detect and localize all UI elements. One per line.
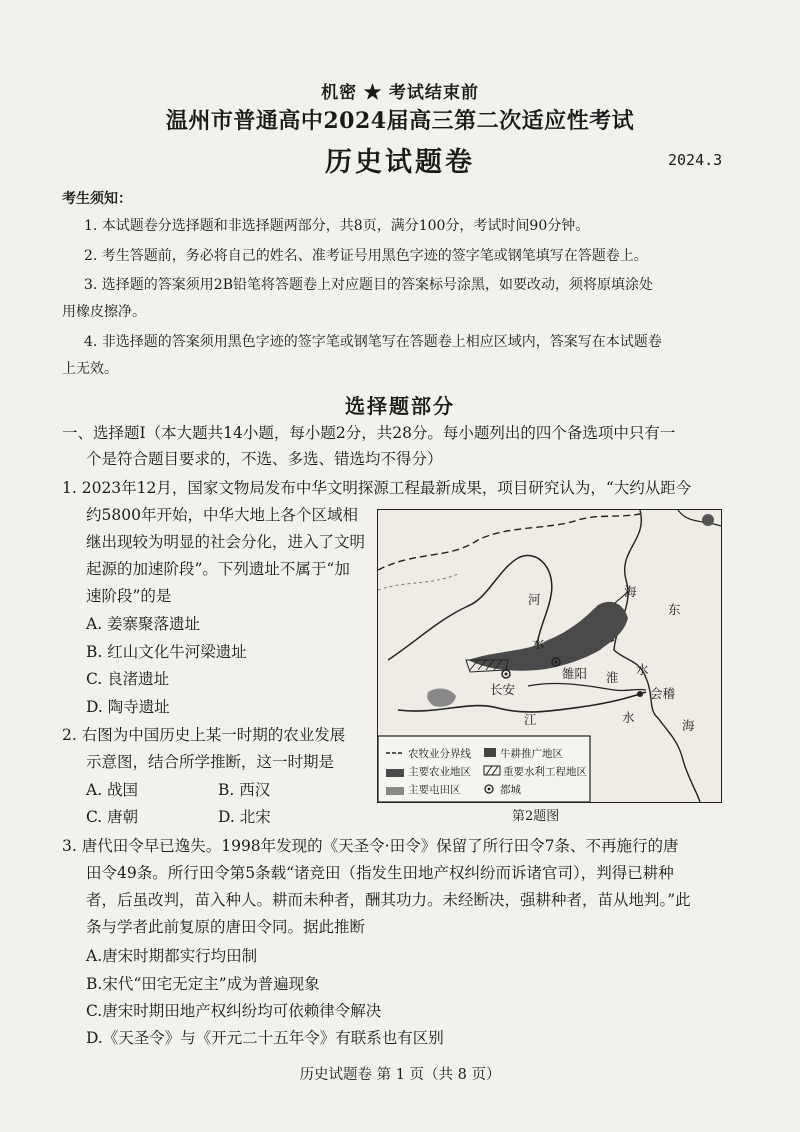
q1-stem: 1. 2023年12月，国家文物局发布中华文明探源工程最新成果，项目研究认为，“大约从距今 [62, 479, 692, 497]
map-label: 淮 [606, 670, 619, 685]
map-label: 长安 [490, 682, 516, 697]
coastline [614, 510, 700, 802]
q3-option-b[interactable]: B.宋代“田宅无定主”成为普遍现象 [86, 975, 320, 993]
legend-label: 农牧业分界线 [408, 748, 471, 760]
map-label: 水 [636, 662, 649, 677]
q1-option-c[interactable]: C. 良渚遗址 [86, 670, 170, 688]
q3-option-c[interactable]: C.唐宋时期田地产权纠纷均可依赖律令解决 [86, 1002, 382, 1020]
map-label: 河 [528, 592, 541, 607]
kuaiji-marker [637, 691, 643, 697]
map-caption: 第2题图 [512, 809, 560, 824]
q3-stem: 3. 唐代田令早已逸失。1998年发现的《天圣令·田令》保留了所行田令7条、不再施行的唐 [62, 837, 679, 855]
notice-heading: 考生须知： [62, 191, 132, 207]
map-label: 水 [622, 710, 635, 725]
legend-label: 都城 [500, 784, 521, 796]
exam-date: 2024.3 [668, 151, 723, 169]
section-title: 选择题部分 [345, 394, 455, 418]
northeast-marker [702, 514, 714, 526]
notice-item: 上无效。 [62, 361, 118, 377]
q3-option-d[interactable]: D.《天圣令》与《开元二十五年令》有联系也有区别 [86, 1029, 444, 1047]
huai-river [528, 683, 646, 690]
map-label: 江 [524, 712, 537, 727]
q1-option-a[interactable]: A. 姜寨聚落遗址 [86, 615, 201, 633]
q3-stem: 田令49条。所行田令第5条载“诸竞田（指发生田地产权纠纷而诉诸官司），判得已耕种 [86, 864, 674, 882]
q1-stem: 起源的加速阶段”。下列遗址不属于“加 [86, 560, 350, 578]
notice-item: 2. 考生答题前，务必将自己的姓名、准考证号用黑色字迹的签字笔或钢笔填写在答题卷上。 [84, 248, 648, 264]
farming-pastoral-boundary [378, 514, 640, 570]
map-label: 海 [624, 584, 637, 599]
map-label: 海 [682, 718, 695, 733]
notice-item: 用橡皮擦净。 [62, 304, 146, 320]
notice-item: 3. 选择题的答案须用2B铅笔将答题卷上对应题目的答案标号涂黑，如要改动，须将原填涂处 [84, 277, 654, 293]
page-footer: 历史试题卷 第 1 页（共 8 页） [299, 1067, 501, 1083]
q1-stem: 约5800年开始，中华大地上各个区域相 [86, 506, 358, 524]
notice-item: 1. 本试题卷分选择题和非选择题两部分，共8页，满分100分，考试时间90分钟。 [84, 218, 590, 234]
tuntian-region [427, 689, 456, 707]
q3-stem: 条与学者此前复原的唐田令同。据此推断 [86, 918, 366, 936]
part1-instructions: 一、选择题Ⅰ（本大题共14小题，每小题2分，共28分。每小题列出的四个备选项中只有一 [62, 424, 676, 442]
legend-label: 主要屯田区 [408, 784, 461, 796]
q2-option-c[interactable]: C. 唐朝 [86, 808, 139, 826]
q1-option-b[interactable]: B. 红山文化牛河梁遗址 [86, 643, 247, 661]
q1-option-d[interactable]: D. 陶寺遗址 [86, 698, 170, 716]
q1-stem: 速阶段”的是 [86, 587, 172, 605]
q2-option-a[interactable]: A. 战国 [86, 781, 139, 799]
part1-instructions: 个是符合题目要求的，不选、多选、错选均不得分） [86, 450, 443, 468]
legend-label: 重要水利工程地区 [503, 766, 587, 778]
q1-stem: 继出现较为明显的社会分化，进入了文明 [86, 533, 366, 551]
paper-title: 历史试题卷 [325, 147, 475, 178]
confidential-label: 机密 ★ 考试结束前 [321, 83, 479, 103]
map-label: 雒阳 [562, 666, 588, 681]
q2-option-d[interactable]: D. 北宋 [218, 808, 271, 826]
q3-stem: 者，后虽改判，苗入种人。耕而未种者，酬其功力。未经断决，强耕种者，苗从地判。”此 [86, 891, 691, 909]
map-label: 东 [668, 602, 681, 617]
notice-item: 4. 非选择题的答案须用黑色字迹的签字笔或钢笔写在答题卷上相应区域内，答案写在本试题卷 [84, 334, 662, 350]
map-label: 水 [532, 636, 545, 651]
great-wall-line [378, 574, 458, 590]
q2-map-figure [377, 509, 722, 803]
exam-title: 温州市普通高中2024届高三第二次适应性考试 [165, 108, 635, 134]
q2-option-b[interactable]: B. 西汉 [218, 781, 271, 799]
legend-label: 主要农业地区 [408, 766, 471, 778]
q2-stem: 2. 右图为中国历史上某一时期的农业发展 [62, 726, 346, 744]
q3-option-a[interactable]: A.唐宋时期都实行均田制 [86, 947, 258, 965]
q2-stem: 示意图，结合所学推断，这一时期是 [86, 753, 335, 771]
legend-label: 牛耕推广地区 [500, 748, 563, 760]
map-label: 会稽 [650, 686, 676, 701]
coastline-north [678, 510, 721, 526]
